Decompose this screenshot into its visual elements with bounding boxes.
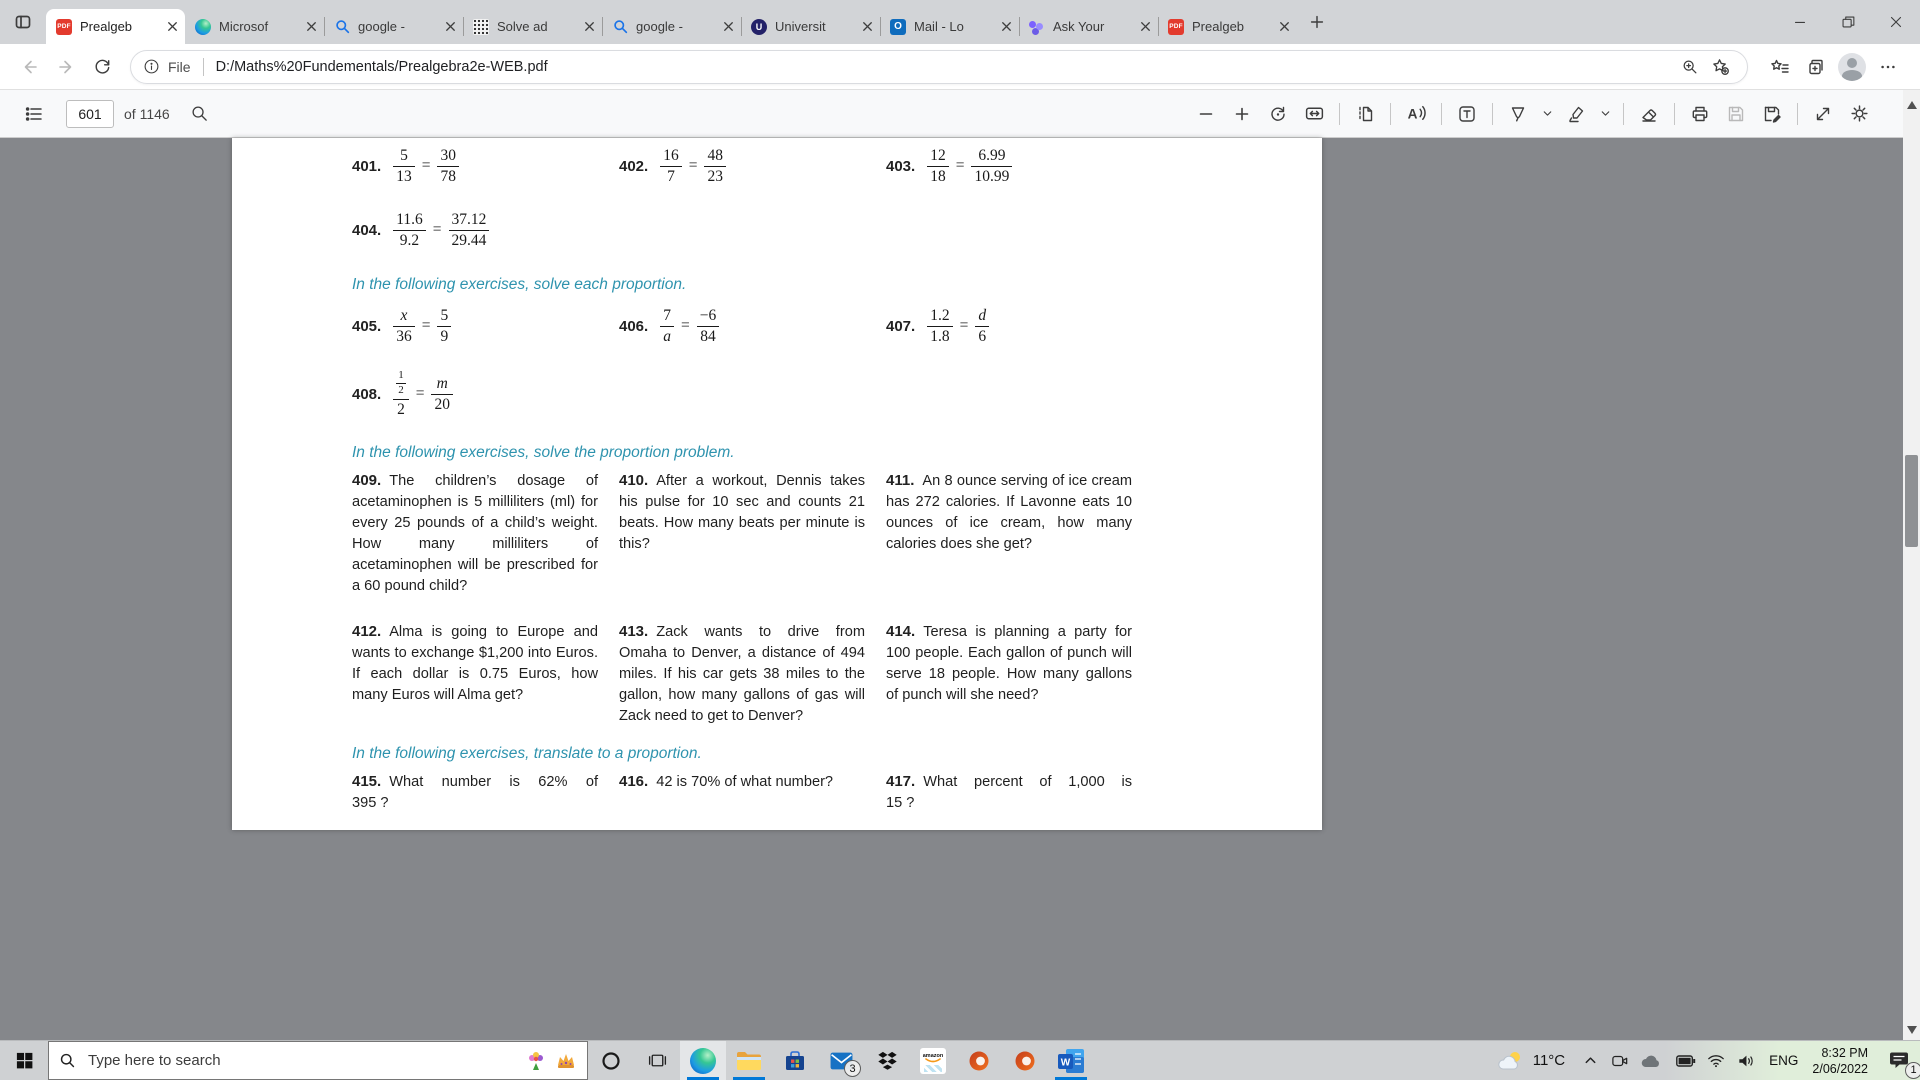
fraction-numerator: 48 — [704, 148, 726, 167]
exercise-404 — [352, 204, 619, 256]
problem-text: What percent of 1,000 is — [923, 774, 1132, 790]
exercise-407 — [886, 302, 1153, 350]
search-icon — [612, 19, 628, 35]
browser-nav-bar — [0, 44, 1920, 90]
exercise-number: 413. — [619, 623, 649, 640]
fraction-denominator: 23 — [707, 168, 723, 185]
wifi-icon[interactable] — [1701, 1041, 1731, 1080]
date-label: 2/06/2022 — [1812, 1061, 1868, 1076]
problem-text: Teresa is planning a party for 100 people. Each gallon of punch will serve 18 people. How many gallons of punch will she need? — [886, 624, 1132, 703]
svg-text:W: W — [1060, 1057, 1071, 1068]
url-text[interactable]: D:/Maths%20Fundementals/Prealgebra2e-WEB.pdf — [215, 58, 548, 75]
problem-410 — [619, 470, 886, 597]
browser-tab-bar — [0, 0, 1920, 44]
taskbar-mail-app[interactable] — [818, 1041, 864, 1080]
tab-mail[interactable] — [880, 9, 1019, 44]
exercise-row-401-403 — [352, 142, 1322, 190]
taskbar-office-app-2[interactable] — [1002, 1041, 1048, 1080]
fraction-denominator: 7 — [667, 168, 675, 185]
draw-options-chevron-icon[interactable] — [1536, 98, 1558, 130]
store-icon — [783, 1049, 807, 1073]
tab-strip — [46, 0, 1297, 44]
save-as-button[interactable] — [1754, 98, 1790, 130]
zoom-page-icon[interactable] — [1675, 52, 1705, 82]
back-button[interactable] — [12, 49, 48, 85]
problem-row-409-411 — [352, 470, 1322, 597]
language-indicator[interactable]: ENG — [1769, 1053, 1799, 1068]
amazon-icon — [920, 1048, 946, 1074]
fraction-denominator: 20 — [434, 396, 450, 413]
exercise-number: 403. — [886, 157, 916, 175]
fraction-denominator: 36 — [396, 328, 412, 345]
fit-to-width-button[interactable] — [1296, 98, 1332, 130]
tab-close-icon[interactable] — [580, 18, 598, 36]
taskbar-clock[interactable] — [1812, 1045, 1868, 1077]
fraction-numerator: 6.99 — [971, 148, 1012, 167]
fraction-numerator: 5 — [437, 308, 451, 327]
settings-more-button[interactable] — [1870, 49, 1906, 85]
battery-icon[interactable] — [1671, 1041, 1701, 1080]
tab-prealgebra-pdf[interactable] — [46, 9, 185, 44]
exercise-number: 409. — [352, 472, 382, 489]
collections-button[interactable] — [1798, 49, 1834, 85]
tab-prealgebra-pdf-2[interactable] — [1158, 9, 1297, 44]
tab-label: Ask Your — [1053, 19, 1105, 34]
favorites-button[interactable] — [1762, 49, 1798, 85]
exercise-number: 408. — [352, 385, 382, 403]
problem-text: An 8 ounce serving of ice cream has 272 calories. If Lavonne eats 10 ounces of ice cream, how many calories does she get? — [886, 473, 1132, 552]
search-icon — [59, 1052, 76, 1069]
taskbar-edge-app[interactable] — [680, 1041, 726, 1080]
equals-sign: = — [421, 157, 431, 174]
crown-emoji-icon — [555, 1050, 577, 1072]
tab-label: google - — [358, 19, 405, 34]
save-button[interactable] — [1718, 98, 1754, 130]
problem-text: Zack wants to drive from Omaha to Denver, a distance of 494 miles. If his car gets 38 miles to the gallon, how many gallons of gas will Zack need to get to Denver? — [619, 624, 865, 724]
tab-label: Prealgeb — [80, 19, 133, 34]
problem-413 — [619, 621, 886, 727]
fraction-numerator: 37.12 — [449, 212, 490, 231]
tab-google[interactable] — [324, 9, 463, 44]
svg-text:A: A — [1407, 106, 1417, 122]
problem-text: The children’s dosage of acetaminophen is 5 milliliters (ml) for every 25 pounds of a child’s weight. How many milliliters of acetaminophen will be prescribed for a 60 pound child? — [352, 473, 598, 594]
fraction-numerator: 1.2 — [927, 308, 952, 327]
time-label: 8:32 PM — [1821, 1045, 1868, 1060]
temperature-label[interactable]: 11°C — [1532, 1052, 1566, 1069]
section-heading-solve-each-proportion: In the following exercises, solve each proportion. — [352, 276, 687, 293]
mail-unread-badge: 3 — [844, 1060, 861, 1077]
fullscreen-button[interactable] — [1805, 98, 1841, 130]
word-icon — [1057, 1048, 1085, 1074]
forward-button[interactable] — [48, 49, 84, 85]
taskbar-microsoft-store-app[interactable] — [772, 1041, 818, 1080]
fraction-denominator: 13 — [396, 168, 412, 185]
exercise-number: 417. — [886, 773, 916, 790]
exercise-number: 402. — [619, 157, 649, 175]
tab-google-2[interactable] — [602, 9, 741, 44]
meet-now-icon[interactable] — [1605, 1041, 1635, 1080]
info-icon[interactable] — [143, 58, 160, 75]
fraction-numerator: 7 — [660, 308, 674, 327]
table-of-contents-button[interactable] — [16, 98, 52, 130]
equals-sign: = — [432, 221, 442, 238]
equals-sign: = — [421, 317, 431, 334]
profile-avatar[interactable] — [1834, 49, 1870, 85]
close-window-button[interactable] — [1872, 0, 1920, 44]
system-tray — [1493, 1041, 1920, 1080]
pdf-settings-button[interactable] — [1841, 98, 1877, 130]
problem-text-line2: 395 ? — [352, 795, 389, 811]
edge-logo-icon — [690, 1048, 716, 1074]
avatar — [1838, 53, 1866, 81]
fraction-denominator: 84 — [700, 328, 716, 345]
taskbar-file-explorer-app[interactable] — [726, 1041, 772, 1080]
nested-fraction-numerator: 1 — [396, 370, 406, 384]
tab-label: Microsof — [219, 19, 269, 34]
new-tab-button[interactable] — [1297, 3, 1337, 41]
tab-close-icon[interactable] — [1136, 18, 1154, 36]
fraction-denominator: 18 — [930, 168, 946, 185]
start-button[interactable] — [0, 1041, 48, 1080]
tab-close-icon[interactable] — [163, 18, 181, 36]
erase-button[interactable] — [1631, 98, 1667, 130]
cortana-button[interactable] — [588, 1041, 634, 1080]
tiger-avatar-icon — [473, 19, 489, 35]
taskbar-dropbox-app[interactable] — [864, 1041, 910, 1080]
exercise-402 — [619, 142, 886, 190]
fraction-denominator: 78 — [440, 168, 456, 185]
tab-actions-menu-icon[interactable] — [0, 0, 46, 44]
fraction-numerator: d — [975, 308, 989, 327]
notification-center-button[interactable] — [1878, 1041, 1920, 1080]
taskbar-office-app[interactable] — [956, 1041, 1002, 1080]
university-badge-icon: U — [751, 19, 767, 35]
exercise-number: 401. — [352, 157, 382, 175]
fraction-denominator: 6 — [978, 328, 987, 345]
file-scheme-label: File — [168, 58, 191, 75]
fraction-denominator: 2 — [397, 401, 405, 419]
office-icon — [1013, 1049, 1037, 1073]
fraction-denominator: 9.2 — [399, 232, 420, 249]
scroll-up-arrow-icon[interactable] — [1903, 96, 1920, 113]
problem-409 — [352, 470, 619, 597]
exercise-number: 406. — [619, 317, 649, 335]
exercise-405 — [352, 302, 619, 350]
fraction-numerator: 12 — [927, 148, 949, 167]
page-number-input[interactable] — [66, 100, 114, 128]
exercise-406 — [619, 302, 886, 350]
onedrive-icon[interactable] — [1635, 1041, 1665, 1080]
exercise-number: 410. — [619, 472, 649, 489]
tab-close-icon[interactable] — [1275, 18, 1293, 36]
volume-icon[interactable] — [1731, 1041, 1761, 1080]
equals-sign: = — [955, 157, 965, 174]
fraction-denominator: a — [663, 328, 671, 345]
page-total-label: of 1146 — [124, 105, 170, 122]
nested-fraction-denominator: 2 — [398, 384, 404, 397]
outlook-icon: O — [890, 19, 906, 35]
address-divider — [203, 58, 204, 76]
exercise-number: 411. — [886, 472, 915, 489]
problem-text: Alma is going to Europe and wants to exchange $1,200 into Euros. If each dollar is 0.75 Euros, how many Euros will Alma get? — [352, 624, 598, 703]
problem-row-412-414 — [352, 621, 1322, 727]
pdf-viewer-area[interactable] — [0, 138, 1903, 1040]
pdf-file-icon: PDF — [1168, 19, 1184, 35]
equals-sign: = — [959, 317, 969, 334]
problem-412 — [352, 621, 619, 727]
fraction-denominator: 9 — [440, 328, 449, 345]
pdf-toolbar-center — [1188, 98, 1877, 130]
show-hidden-icons-chevron[interactable] — [1575, 1041, 1605, 1080]
exercise-number: 407. — [886, 317, 916, 335]
equals-sign: = — [680, 317, 690, 334]
window-controls — [1776, 0, 1920, 44]
find-in-document-button[interactable] — [182, 98, 218, 130]
tab-label: Solve ad — [497, 19, 548, 34]
equals-sign: = — [415, 385, 425, 402]
weather-icon[interactable] — [1493, 1041, 1529, 1080]
exercise-number: 415. — [352, 773, 382, 790]
toolbar-separator — [1623, 103, 1624, 125]
pdf-toolbar — [0, 90, 1903, 138]
system-tray-right — [1665, 1041, 1920, 1080]
problem-415 — [352, 771, 619, 814]
fraction-denominator: 1.8 — [930, 328, 950, 345]
edge-logo-icon — [195, 19, 211, 35]
toolbar-separator — [1339, 103, 1340, 125]
address-bar[interactable] — [130, 50, 1748, 84]
refresh-button[interactable] — [84, 49, 120, 85]
exercise-row-404 — [352, 204, 1322, 256]
fraction-numerator: 16 — [660, 148, 682, 167]
zoom-in-button[interactable] — [1224, 98, 1260, 130]
exercise-403 — [886, 142, 1153, 190]
fraction-numerator: 30 — [437, 148, 459, 167]
page-view-button[interactable] — [1347, 98, 1383, 130]
fraction-numerator: −6 — [697, 308, 720, 327]
nav-right-buttons — [1762, 49, 1906, 85]
ask-your-icon — [1029, 19, 1045, 35]
fraction-denominator: 29.44 — [451, 232, 487, 249]
fraction-numerator: 11.6 — [393, 212, 426, 231]
taskbar-word-app[interactable] — [1048, 1041, 1094, 1080]
exercise-number: 404. — [352, 221, 382, 239]
taskbar-amazon-app[interactable] — [910, 1041, 956, 1080]
fraction-numerator: x — [393, 308, 415, 327]
minimize-button[interactable] — [1776, 0, 1824, 44]
problem-414 — [886, 621, 1153, 727]
exercise-row-405-407 — [352, 302, 1322, 350]
tab-ask-your[interactable] — [1019, 9, 1158, 44]
toolbar-separator — [1492, 103, 1493, 125]
toolbar-separator — [1797, 103, 1798, 125]
exercise-408 — [352, 364, 619, 424]
tab-close-icon[interactable] — [997, 18, 1015, 36]
problem-417 — [886, 771, 1153, 814]
tab-close-icon[interactable] — [719, 18, 737, 36]
tab-label: Universit — [775, 19, 826, 34]
problem-text: 42 is 70% of what number? — [656, 774, 834, 790]
exercise-number: 414. — [886, 623, 916, 640]
restore-button[interactable] — [1824, 0, 1872, 44]
tab-label: google - — [636, 19, 683, 34]
fraction-denominator: 10.99 — [974, 168, 1010, 185]
rotate-button[interactable] — [1260, 98, 1296, 130]
exercise-number: 412. — [352, 623, 382, 640]
dropbox-icon — [876, 1049, 899, 1072]
task-view-button[interactable] — [634, 1041, 680, 1080]
toolbar-separator — [1390, 103, 1391, 125]
equals-sign: = — [688, 157, 698, 174]
tab-label: Prealgeb — [1192, 19, 1245, 34]
windows-taskbar — [0, 1040, 1920, 1080]
search-icon — [334, 19, 350, 35]
tab-close-icon[interactable] — [441, 18, 459, 36]
problem-text-line2: 15 ? — [886, 795, 915, 811]
fraction-numerator: m — [431, 376, 453, 395]
read-aloud-button[interactable] — [1398, 98, 1434, 130]
scroll-down-arrow-icon[interactable] — [1903, 1021, 1920, 1038]
vertical-scrollbar[interactable] — [1903, 90, 1920, 1040]
exercise-number: 405. — [352, 317, 382, 335]
zoom-out-button[interactable] — [1188, 98, 1224, 130]
bouquet-emoji-icon — [525, 1050, 547, 1072]
highlight-options-chevron-icon[interactable] — [1594, 98, 1616, 130]
problem-text: What number is 62% of — [389, 774, 598, 790]
exercise-401 — [352, 142, 619, 190]
pdf-page — [232, 138, 1322, 830]
problem-416 — [619, 771, 886, 814]
tab-close-icon[interactable] — [302, 18, 320, 36]
toolbar-separator — [1674, 103, 1675, 125]
file-explorer-icon — [736, 1050, 762, 1072]
add-text-button[interactable] — [1449, 98, 1485, 130]
scrollbar-thumb[interactable] — [1905, 455, 1918, 547]
tab-solve[interactable] — [463, 9, 602, 44]
problem-text: After a workout, Dennis takes his pulse for 10 sec and counts 21 beats. How many beats per minute is this? — [619, 473, 865, 552]
office-icon — [967, 1049, 991, 1073]
toolbar-separator — [1441, 103, 1442, 125]
pdf-file-icon: PDF — [56, 19, 72, 35]
exercise-row-408 — [352, 364, 1322, 424]
print-button[interactable] — [1682, 98, 1718, 130]
highlight-button[interactable] — [1558, 98, 1594, 130]
problem-row-415-417 — [352, 771, 1322, 814]
add-favorite-icon[interactable] — [1705, 52, 1735, 82]
fraction-numerator: 5 — [393, 148, 415, 167]
tab-microsoft[interactable] — [185, 9, 324, 44]
section-heading-translate-to-proportion: In the following exercises, translate to a proportion. — [352, 745, 702, 762]
exercise-number: 416. — [619, 773, 649, 790]
taskbar-search-box[interactable] — [48, 1041, 588, 1080]
draw-button[interactable] — [1500, 98, 1536, 130]
tab-close-icon[interactable] — [858, 18, 876, 36]
tab-label: Mail - Lo — [914, 19, 964, 34]
section-heading-solve-proportion-problem: In the following exercises, solve the proportion problem. — [352, 444, 735, 461]
problem-411 — [886, 470, 1153, 597]
notification-badge: 1 — [1905, 1062, 1920, 1079]
taskbar-search-input[interactable] — [86, 1051, 525, 1070]
tab-university[interactable] — [741, 9, 880, 44]
svg-text:amazon: amazon — [922, 1052, 944, 1059]
